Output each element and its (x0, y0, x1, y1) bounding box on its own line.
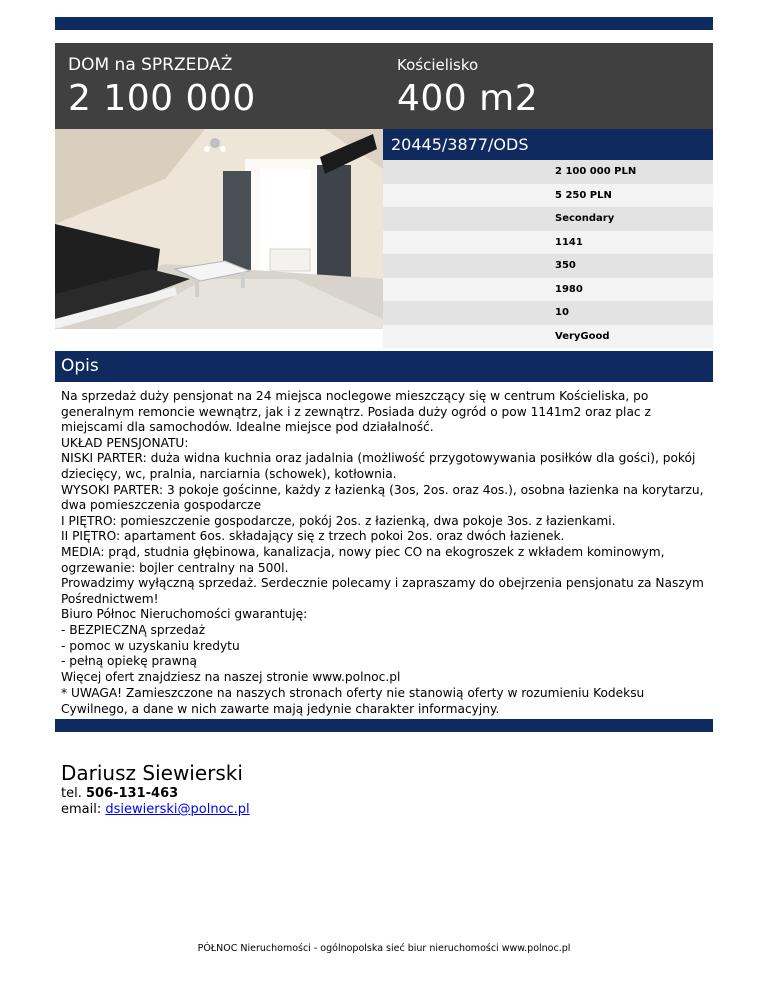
listing-reference: 20445/3877/ODS (383, 129, 713, 160)
description-line: MEDIA: prąd, studnia głębinowa, kanalizacja, nowy piec CO na ekogroszek z wkładem kominowym, ogrzewanie: bojler centralny na 500l. (61, 544, 665, 575)
price-value: 2 100 000 (68, 78, 256, 119)
description-line: UKŁAD PENSJONATU: (61, 435, 189, 450)
description-line: NISKI PARTER: duża widna kuchnia oraz jadalnia (możliwość przygotowywania posiłków dla gości), pokój dziecięcy, wc, pralnia, narciarnia (schowek), kotłownia. (61, 451, 696, 481)
detail-row: 350 (383, 254, 713, 278)
bottom-accent-bar (55, 719, 713, 732)
description-line: I PIĘTRO: pomieszczenie gospodarcze, pokój 2os. z łazienką, dwa pokoje 3os. z łazienkami. (61, 513, 616, 528)
description-line: - pomoc w uzyskaniu kredytu (61, 638, 240, 653)
detail-row: 10 (383, 301, 713, 325)
description-line: II PIĘTRO: apartament 6os. składający się z trzech pokoi 2os. oraz dwóch łazienek. (61, 529, 565, 544)
description-text (61, 389, 711, 685)
detail-row: 1141 (383, 231, 713, 255)
agent-email-line (61, 802, 250, 818)
living-room-photo-icon (55, 129, 383, 329)
area-value: 400 m2 (397, 78, 539, 119)
description-line: WYSOKI PARTER: 3 pokoje gościnne, każdy z łazienką (3os, 2os. oraz 4os.), osobna łazienka na korytarzu, dwa pomieszczenia gospodarcze (61, 482, 704, 513)
agent-phone-line (61, 786, 250, 802)
page-footer: PÓŁNOC Nieruchomości - ogólnopolska sieć biur nieruchomości www.polnoc.pl (197, 943, 571, 954)
description-line: Więcej ofert znajdziesz na naszej stronie www.polnoc.pl (61, 669, 401, 684)
detail-row: 2 100 000 PLN (383, 160, 713, 184)
header-right (397, 55, 538, 121)
property-type-label: DOM na SPRZEDAŻ (68, 55, 233, 75)
phone-number: 506-131-463 (85, 786, 179, 801)
agent-name: Dariusz Siewierski (61, 761, 243, 785)
property-photo (55, 129, 383, 329)
detail-row: Secondary (383, 207, 713, 231)
description-line: Na sprzedaż duży pensjonat na 24 miejsca noclegowe mieszczący się w centrum Kościeliska, po generalnym remoncie wewnątrz, jak i z zewnątrz. Posiada duży ogród o pow 1141m2 oraz plac z miejscami dla samochodów. Idealne miejsce pod działalność. (61, 389, 651, 435)
listing-header (55, 43, 713, 129)
detail-row: 1980 (383, 278, 713, 302)
description-line: Prowadzimy wyłączną sprzedaż. Serdecznie polecamy i zapraszamy do obejrzenia pensjonatu za Naszym Pośrednictwem! (61, 576, 704, 606)
description-line: - pełną opiekę prawną (61, 654, 197, 669)
phone-label: tel. (61, 786, 82, 801)
detail-row: 5 250 PLN (383, 184, 713, 208)
header-left (68, 55, 256, 121)
email-link[interactable]: dsiewierski@polnoc.pl (105, 802, 250, 817)
details-table (383, 160, 713, 348)
location-label: Kościelisko (397, 56, 479, 74)
description-heading: Opis (55, 351, 713, 382)
description-line: Biuro Północ Nieruchomości gwarantuję: (61, 607, 308, 622)
legal-disclaimer: * UWAGA! Zamieszczone na naszych stronach oferty nie stanowią oferty w rozumieniu Kodeksu Cywilnego, a dane w nich zawarte mają jedynie charakter informacyjny. (61, 686, 645, 716)
agent-contact (61, 760, 250, 818)
email-label: email: (61, 802, 102, 817)
description-line: - BEZPIECZNĄ sprzedaż (61, 622, 206, 637)
detail-row: VeryGood (383, 325, 713, 349)
top-accent-bar (55, 17, 713, 30)
